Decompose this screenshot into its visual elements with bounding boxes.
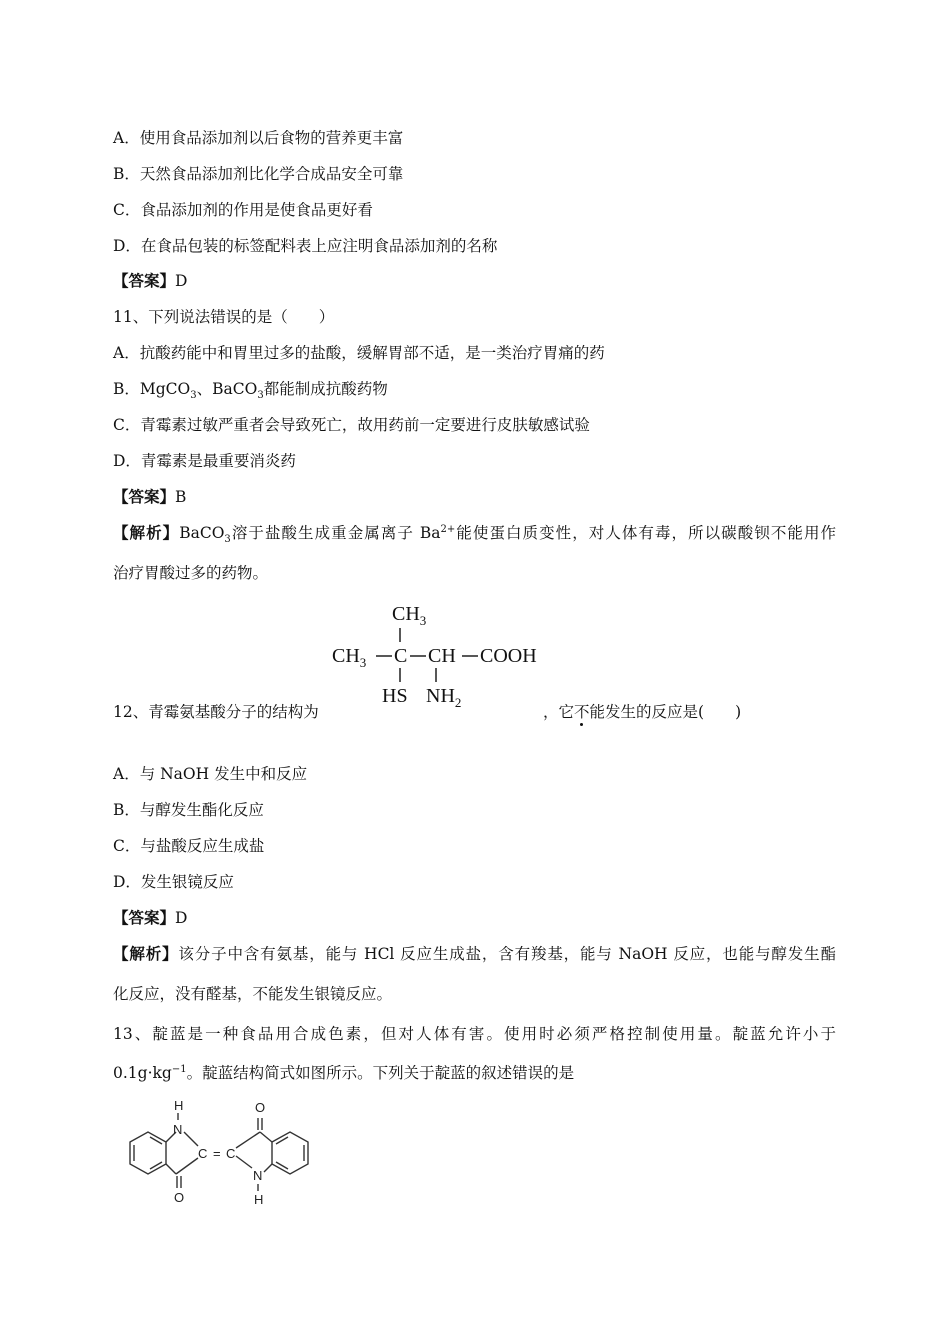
q11-option-d: D．青霉素是最重要消炎药 [113, 452, 296, 470]
answer-tag: 【答案】 [113, 271, 176, 290]
bond [236, 1132, 260, 1148]
q10-option-c: C．食品添加剂的作用是使食品更好看 [113, 201, 373, 219]
superscript: −1 [171, 1063, 187, 1075]
q13-stem-part: 。靛蓝结构简式如图所示。下列关于靛蓝的叙述错误的是 [186, 1064, 575, 1082]
struct-nh2: $NH_2$ [426, 685, 462, 710]
analysis-tag: 【解析】 [113, 523, 180, 542]
subscript: 3 [190, 390, 197, 402]
q10-answer [113, 271, 187, 291]
answer-tag: 【答案】 [113, 487, 176, 506]
indigo-h-bottom: H [254, 1192, 264, 1207]
bond [264, 1164, 272, 1172]
q12-stem-part: 能发生的反应是( ) [589, 703, 742, 721]
q10-option-b: B．天然食品添加剂比化学合成品安全可靠 [113, 165, 404, 183]
q13-stem-part: 0.1g·kg [113, 1064, 172, 1082]
q11-analysis-line2: 治疗胃酸过多的药物。 [113, 564, 269, 582]
bond [236, 1156, 252, 1168]
emphasis-not: 不 [574, 703, 590, 721]
q11-option-b-part: 、BaCO [196, 380, 258, 398]
benzene-ring-left [130, 1132, 166, 1174]
benzene-ring-right [272, 1132, 308, 1174]
q11-option-b [113, 379, 388, 402]
analysis-text: BaCO [179, 524, 225, 542]
q11-option-c: C．青霉素过敏严重者会导致死亡，故用药前一定要进行皮肤敏感试验 [113, 416, 590, 434]
answer-value: D [175, 272, 188, 290]
struct-cooh: COOH [480, 645, 537, 667]
q12-option-d: D．发生银镜反应 [113, 873, 234, 891]
q12-analysis [113, 944, 836, 964]
indigo-eq: = [213, 1146, 221, 1161]
analysis-text: 溶于盐酸生成重金属离子 Ba [230, 524, 441, 542]
q11-option-a: A．抗酸药能中和胃里过多的盐酸，缓解胃部不适，是一类治疗胃痛的药 [113, 344, 605, 362]
indigo-structure [120, 1092, 330, 1212]
q12-analysis-line2: 化反应，没有醛基，不能发生银镜反应。 [113, 985, 393, 1003]
struct-ch3-top: $CH_3$ [392, 603, 427, 628]
bond [260, 1132, 272, 1142]
q12-answer [113, 908, 187, 928]
q11-option-b-part: 都能制成抗酸药物 [263, 380, 388, 398]
indigo-n-top: N [173, 1122, 183, 1137]
answer-value: B [175, 488, 187, 506]
struct-ch: CH [428, 645, 456, 667]
q12-stem-end [543, 702, 741, 722]
q11-stem: 11、下列说法错误的是（ ） [113, 308, 335, 326]
q12-stem-part: ，它 [543, 703, 575, 721]
indigo-c-right: C [226, 1146, 236, 1161]
indigo-h-top: H [174, 1098, 184, 1113]
struct-hs: HS [382, 685, 408, 707]
indigo-o-top: O [255, 1100, 266, 1115]
indigo-n-bottom: N [253, 1168, 263, 1183]
q11-answer [113, 487, 186, 507]
indigo-o-bottom: O [174, 1190, 185, 1205]
analysis-tag: 【解析】 [113, 944, 179, 963]
answer-tag: 【答案】 [113, 908, 176, 927]
q12-option-b: B．与醇发生酯化反应 [113, 801, 264, 819]
bond [176, 1158, 198, 1174]
q11-analysis [113, 523, 836, 546]
q10-option-d: D．在食品包装的标签配料表上应注明食品添加剂的名称 [113, 237, 498, 255]
q12-stem-start: 12、青霉氨基酸分子的结构为 [113, 703, 319, 721]
analysis-text: 能使蛋白质变性，对人体有毒，所以碳酸钡不能用作 [455, 524, 836, 542]
penicillamine-structure [330, 600, 560, 710]
analysis-text: 该分子中含有氨基，能与 HCl 反应生成盐，含有羧基，能与 NaOH 反应，也能与醇发生酯 [178, 945, 836, 963]
bond [166, 1164, 176, 1174]
q10-option-a: A．使用食品添加剂以后食物的营养更丰富 [113, 129, 404, 147]
q13-stem: 13、靛蓝是一种食品用合成色素，但对人体有害。使用时必须严格控制使用量。靛蓝允许小于 [113, 1025, 836, 1043]
q12-option-c: C．与盐酸反应生成盐 [113, 837, 265, 855]
indigo-c-left: C [198, 1146, 208, 1161]
struct-c: C [394, 645, 408, 667]
q11-option-b-part: B．MgCO [113, 380, 191, 398]
subscript: 3 [257, 390, 264, 402]
answer-value: D [175, 909, 188, 927]
q13-stem-line2 [113, 1063, 574, 1083]
struct-ch3-left: $CH_3$ [332, 645, 367, 670]
subscript: 3 [224, 534, 231, 546]
bond [184, 1132, 198, 1146]
superscript: 2+ [440, 523, 456, 535]
q12-option-a: A．与 NaOH 发生中和反应 [113, 765, 308, 783]
